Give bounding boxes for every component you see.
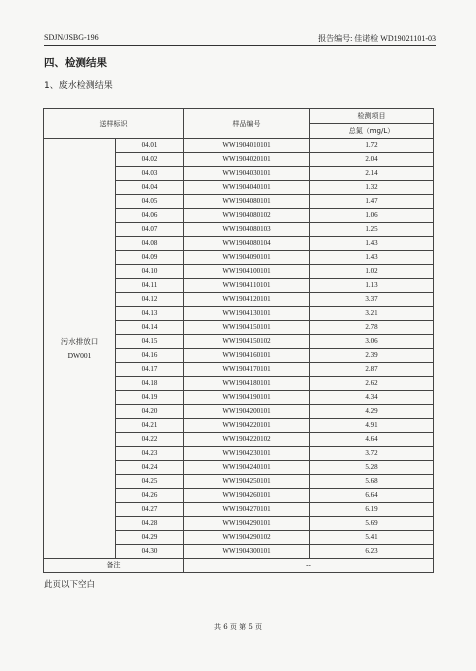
nitrogen-value: 3.72 (310, 447, 434, 461)
nitrogen-value: 5.69 (310, 517, 434, 531)
sample-number: WW1904020101 (184, 153, 310, 167)
location-name: 污水排放口 (60, 336, 99, 346)
nitrogen-value: 2.78 (310, 321, 434, 335)
sample-date: 04.12 (116, 293, 184, 307)
sample-date: 04.16 (116, 349, 184, 363)
sample-number: WW1904290101 (184, 517, 310, 531)
sample-number: WW1904170101 (184, 363, 310, 377)
nitrogen-value: 6.23 (310, 545, 434, 559)
sample-date: 04.19 (116, 391, 184, 405)
nitrogen-value: 2.14 (310, 167, 434, 181)
sample-date: 04.26 (116, 489, 184, 503)
sample-number: WW1904180101 (184, 377, 310, 391)
nitrogen-value: 1.47 (310, 195, 434, 209)
sample-date: 04.20 (116, 405, 184, 419)
sample-number: WW1904260101 (184, 489, 310, 503)
nitrogen-value: 5.68 (310, 475, 434, 489)
nitrogen-value: 1.13 (310, 279, 434, 293)
sample-date: 04.28 (116, 517, 184, 531)
sample-date: 04.17 (116, 363, 184, 377)
nitrogen-value: 1.43 (310, 237, 434, 251)
nitrogen-value: 3.06 (310, 335, 434, 349)
sample-number: WW1904150102 (184, 335, 310, 349)
header-total-nitrogen: 总氮（mg/L） (310, 124, 434, 139)
sample-number: WW1904220101 (184, 419, 310, 433)
sample-number: WW1904190101 (184, 391, 310, 405)
report-number: 报告编号: 佳诺检 WD19021101-03 (318, 34, 436, 43)
sample-number: WW1904220102 (184, 433, 310, 447)
sample-date: 04.21 (116, 419, 184, 433)
sample-number: WW1904030101 (184, 167, 310, 181)
sample-date: 04.01 (116, 139, 184, 153)
sample-date: 04.13 (116, 307, 184, 321)
sample-date: 04.23 (116, 447, 184, 461)
sample-date: 04.03 (116, 167, 184, 181)
nitrogen-value: 2.04 (310, 153, 434, 167)
sample-date: 04.09 (116, 251, 184, 265)
sample-number: WW1904200101 (184, 405, 310, 419)
sample-date: 04.18 (116, 377, 184, 391)
header-test-item: 检测项目 (310, 109, 434, 124)
sample-number: WW1904240101 (184, 461, 310, 475)
sample-number: WW1904110101 (184, 279, 310, 293)
location-cell (44, 139, 116, 559)
nitrogen-value: 1.72 (310, 139, 434, 153)
remark-value: -- (184, 559, 434, 573)
sample-date: 04.07 (116, 223, 184, 237)
sample-number: WW1904300101 (184, 545, 310, 559)
table-row (44, 139, 434, 153)
sample-date: 04.14 (116, 321, 184, 335)
sample-number: WW1904230101 (184, 447, 310, 461)
sample-number: WW1904120101 (184, 293, 310, 307)
nitrogen-value: 1.06 (310, 209, 434, 223)
sample-number: WW1904080103 (184, 223, 310, 237)
doc-code: SDJN/JSBG-196 (44, 33, 99, 42)
remark-row (44, 559, 434, 573)
sample-number: WW1904290102 (184, 531, 310, 545)
sample-number: WW1904010101 (184, 139, 310, 153)
sample-date: 04.11 (116, 279, 184, 293)
page-footer: 共 6 页 第 5 页 (213, 623, 263, 631)
nitrogen-value: 4.34 (310, 391, 434, 405)
blank-page-note: 此页以下空白 (44, 580, 96, 590)
sample-number: WW1904160101 (184, 349, 310, 363)
nitrogen-value: 3.37 (310, 293, 434, 307)
nitrogen-value: 2.87 (310, 363, 434, 377)
remark-label: 备注 (44, 559, 184, 573)
header-sample-id: 送样标识 (44, 109, 184, 139)
sample-date: 04.30 (116, 545, 184, 559)
sample-number: WW1904100101 (184, 265, 310, 279)
sample-date: 04.15 (116, 335, 184, 349)
nitrogen-value: 1.32 (310, 181, 434, 195)
nitrogen-value: 5.41 (310, 531, 434, 545)
sample-number: WW1904090101 (184, 251, 310, 265)
sample-number: WW1904270101 (184, 503, 310, 517)
sample-date: 04.05 (116, 195, 184, 209)
page-header (44, 33, 436, 44)
sample-number: WW1904150101 (184, 321, 310, 335)
section-title: 四、检测结果 (44, 57, 107, 69)
sample-date: 04.06 (116, 209, 184, 223)
results-table (43, 108, 434, 573)
nitrogen-value: 2.62 (310, 377, 434, 391)
sample-date: 04.29 (116, 531, 184, 545)
sample-date: 04.08 (116, 237, 184, 251)
nitrogen-value: 6.64 (310, 489, 434, 503)
sample-date: 04.22 (116, 433, 184, 447)
nitrogen-value: 4.29 (310, 405, 434, 419)
nitrogen-value: 4.64 (310, 433, 434, 447)
sample-number: WW1904250101 (184, 475, 310, 489)
sample-date: 04.24 (116, 461, 184, 475)
sample-number: WW1904080102 (184, 209, 310, 223)
sample-date: 04.04 (116, 181, 184, 195)
nitrogen-value: 1.02 (310, 265, 434, 279)
sample-date: 04.25 (116, 475, 184, 489)
nitrogen-value: 1.43 (310, 251, 434, 265)
nitrogen-value: 3.21 (310, 307, 434, 321)
header-sample-no: 样品编号 (184, 109, 310, 139)
header-divider (44, 45, 436, 46)
sample-date: 04.02 (116, 153, 184, 167)
nitrogen-value: 1.25 (310, 223, 434, 237)
nitrogen-value: 2.39 (310, 349, 434, 363)
sample-number: WW1904080101 (184, 195, 310, 209)
sample-number: WW1904040101 (184, 181, 310, 195)
sample-number: WW1904130101 (184, 307, 310, 321)
sub-title: 1、废水检测结果 (44, 81, 113, 91)
nitrogen-value: 6.19 (310, 503, 434, 517)
sample-number: WW1904080104 (184, 237, 310, 251)
sample-date: 04.27 (116, 503, 184, 517)
sample-date: 04.10 (116, 265, 184, 279)
location-code: DW001 (67, 350, 92, 360)
nitrogen-value: 4.91 (310, 419, 434, 433)
nitrogen-value: 5.28 (310, 461, 434, 475)
